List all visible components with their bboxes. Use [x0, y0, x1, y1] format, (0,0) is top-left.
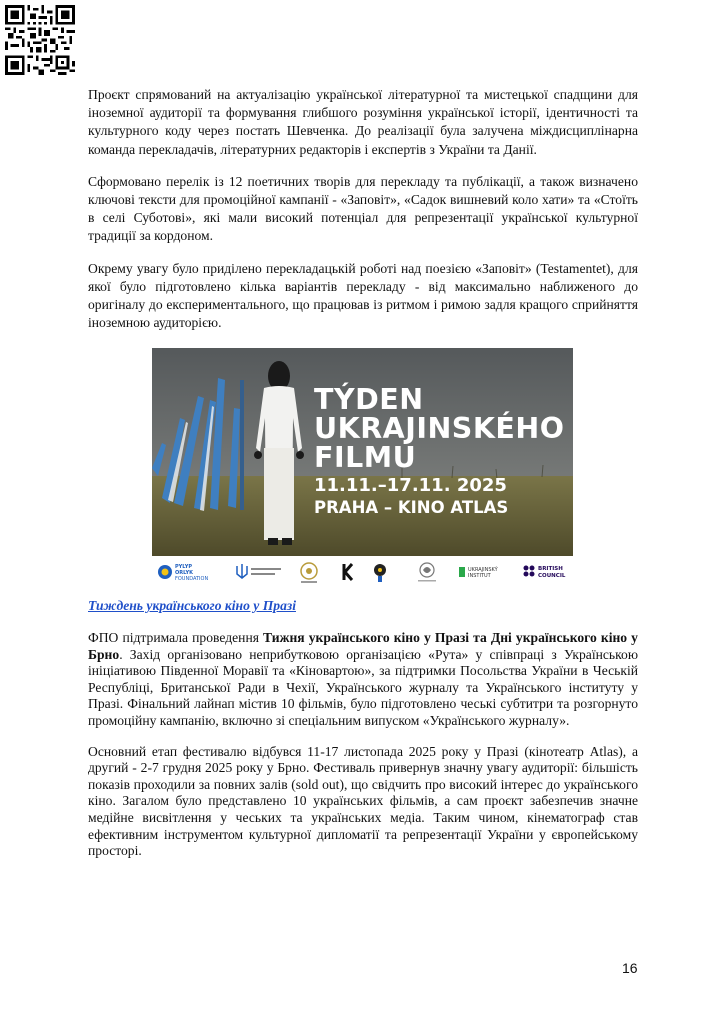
pylyp-line-3: FOUNDATION — [175, 576, 209, 582]
poster-dates: 11.11.–17.11. 2025 — [314, 475, 507, 496]
paragraph-translation: Окрему увагу було приділено перекладацькій роботі над поезією «Заповіт» (Testamentet), для якої було підготовлено кілька варіантів перекладу - від максимально наближеного до оригіналу до експериментального, що працював із ритмом і римою задля кращого сприйняття іноземною аудиторією. — [88, 260, 638, 331]
ukrainian-institute-logo — [459, 566, 499, 579]
poster-image — [152, 348, 573, 556]
trident-logo — [237, 564, 281, 578]
poster-line-2: UKRAJINSKÉHO — [314, 412, 565, 445]
poster-title — [314, 385, 564, 519]
pylyp-line-1: PYLYP — [175, 564, 192, 570]
paragraph-festival: Основний етап фестивалю відбувся 11-17 листопада 2025 року у Празі (кінотеатр Atlas), а другий - 2-7 грудня 2025 року у Брно. Фестиваль привернув значну увагу аудиторії: більшість показів проходили за повних залів (sold out), що свідчить про високий інтерес до українського кіно. Загалом було представлено 10 українських фільмів, а сам проєкт забезпечив значне медійне висвітлення у чеських та українських медіа. Таким чином, кінематограф став ефективним інструментом культурної дипломатії та репрезентації України у європейському просторі. — [88, 743, 638, 859]
circle-emblem-logo — [418, 563, 436, 582]
ukrinst-line-2: INSTITUT — [468, 573, 491, 579]
k-logo — [344, 564, 352, 580]
paragraph-support — [88, 630, 638, 730]
british-council-logo — [524, 566, 566, 580]
partner-logos — [152, 556, 573, 588]
film-week-banner — [152, 348, 573, 588]
film-reel-logo — [374, 564, 386, 582]
ukrinst-line-1: UKRAJINSKÝ — [468, 567, 498, 573]
poster-line-1: TÝDEN — [314, 383, 424, 416]
pylyp-orlyk-foundation-logo — [158, 564, 208, 582]
british-line-1: BRITISH — [538, 566, 563, 572]
ornament-logo — [301, 563, 317, 583]
qr-code[interactable] — [5, 5, 75, 75]
paragraph-poems-list: Сформовано перелік із 12 поетичних творів для перекладу та публікації, а також визначено ключові тексти для промоційної кампанії - «Заповіт», «Садок вишневий коло хати» та «Стоїть в селі Суботові», які мали високий потенціал для репрезентації української культурної традиції за кордоном. — [88, 173, 638, 244]
page-number: 16 — [622, 960, 638, 976]
pylyp-line-2: ORLYK — [175, 570, 194, 576]
british-line-2: COUNCIL — [538, 573, 566, 579]
section-heading-link[interactable]: Тиждень українського кіно у Празі — [88, 598, 296, 613]
paragraph-project: Проєкт спрямований на актуалізацію української літературної та мистецької спадщини для іноземної аудиторії та формування глибшого розуміння української історії, ідентичності та культурного коду через постать Шевченка. До реалізації була залучена міждисциплінарна команда перекладачів, літературних редакторів і експертів з України та Данії. — [88, 87, 638, 157]
poster-line-3: FILMU — [314, 441, 417, 474]
support-intro: ФПО підтримала проведення — [88, 630, 264, 645]
poster-place: PRAHA – KINO ATLAS — [314, 498, 509, 517]
support-bold-event: Тижня українського кіно у Празі та Дні українського кіно у Брно — [88, 630, 638, 662]
lower-text-block — [88, 630, 638, 874]
support-body: . Захід організовано неприбутковою організацією «Рута» у співпраці з Українською ініціативою Південної Моравії та «Кіновартою», за підтримки Посольства України в Чеській Республіці, Британської Ради в Чехії, Українського журналу та Українського інституту у Празі. Фінальний лайнап містив 10 фільмів, було підготовлено чеські субтитри та розгорнуто промоційну кампанію, включно зі спеціальним випуском «Українського журналу». — [88, 646, 638, 728]
upper-text-block — [88, 86, 638, 346]
